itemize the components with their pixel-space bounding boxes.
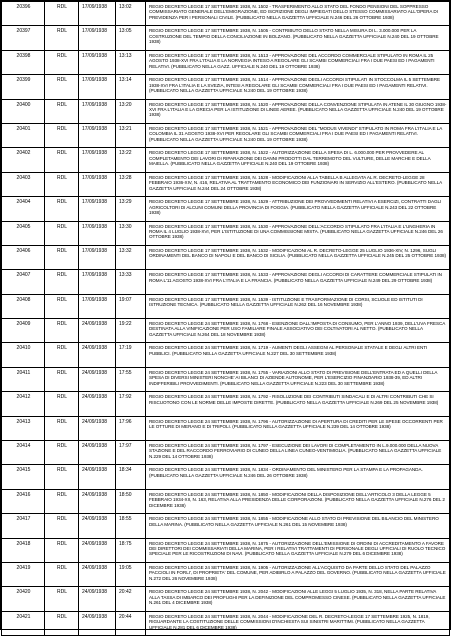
act-description: REGIO DECRETO LEGGE 24 SETTEMBRE 1938, N. 2044 - MODIFICAZIONE DEL R. DECRETO-LEGGE 17 SETTEMBRE 1925, N. 1819, RIGUARDANTE LA COSTITUZIONE DELLE COMMISSIONI D'INCHIESTA SUI SINISTRI MARITTIMI. (PUBBLICATO NELLA GAZZETTA UFFICIALE N.281 DEL 6 DICEMBRE 1938) <box>146 611 450 635</box>
act-date: 24/09/1938 <box>79 416 116 440</box>
act-description: REGIO DECRETO LEGGE 24 SETTEMBRE 1938, N. 1719 - AUMENTI DEGLI ASSEGNI AL PERSONALE STATALE E DEGLI ALTRI ENTI PUBBLICI. (PUBBLICATO NELLA GAZZETTA UFFICIALE N.227 DEL 30 SETTEMBRE 1938) <box>146 343 450 367</box>
act-description: REGIO DECRETO LEGGE 24 SETTEMBRE 1938, N. 1875 - AUTORIZZAZIONE DELL'EMISSIONE DI ORDINI DI ACCREDITAMENTO A FAVORE DEI DIRETTORI DEI COMMISSARIATI DELLA MARINA, PER I RELATIVI TRATTAMENTI DI PERSONALE DEGLI UFFICIALI DI RUOLO TECNICO SPECIALE PER LE RICOSTRUZIONI DI NAVI. (PUBBLICATO NELLA GAZZETTA UFFICIALE N.279 DEL 6 DICEMBRE 1938) <box>146 538 450 562</box>
decree-table <box>1 1 450 636</box>
act-date: 24/09/1938 <box>79 587 116 611</box>
act-description: REGIO DECRETO LEGGE 24 SETTEMBRE 1938, N. 1855 - MODIFICAZIONE ALLO STATO DI PREVISIONE DEL BILANCIO DEL MINISTERO DELLA MARINA. (PUBBLICATO NELLA GAZZETTA UFFICIALE N.261 DEL 15 NOVEMBRE 1938) <box>146 514 450 538</box>
act-code: 19:05 <box>116 562 146 586</box>
act-description: REGIO DECRETO LEGGE 24 SETTEMBRE 1938, N. 2042 - MODIFICAZIONI ALLE LEGGI 5 LUGLIO 1935, N. 318, NELLA PARTE RELATIVA ALLA TASSA DI IMBARCO DEI PROFUGHI PER LA DEFINIZIONE DEL COMPROMESSO CINESE. (PUBBLICATO NELLA GAZZETTA UFFICIALE N.261 DEL 4 DICEMBRE 1938) <box>146 587 450 611</box>
table-row <box>2 123 450 147</box>
act-type: RDL <box>45 221 79 245</box>
act-date: 24/09/1938 <box>79 538 116 562</box>
row-number: 20403 <box>2 172 45 196</box>
table-row <box>2 197 450 221</box>
act-date: 17/09/1938 <box>79 123 116 147</box>
act-description: REGIO DECRETO LEGGE 17 SETTEMBRE 1938, N. 1529 - ATTRIBUZIONE DEI PROVVEDIMENTI RELATIVI A ESERCIZI, CONTRATTI DAGLI AGRICOLTORI DI ALCUNI COMUNI DELLA PROVINCIA DI FOGGIA. (PUBBLICATO NELLA GAZZETTA UFFICIALE N.243 DEL 22 OTTOBRE 1938) <box>146 197 450 221</box>
act-date: 24/09/1938 <box>79 392 116 416</box>
act-type: RDL <box>45 562 79 586</box>
act-date: 17/09/1938 <box>79 50 116 74</box>
act-type: RDL <box>45 99 79 123</box>
row-number: 20402 <box>2 148 45 172</box>
table-row <box>2 514 450 538</box>
act-type: RDL <box>45 148 79 172</box>
act-description: REGIO DECRETO LEGGE 24 SETTEMBRE 1938, N. 1850 - MODIFICAZIONI DELLA DISPOSIZIONE DELL'ARTICOLO 3 DELLA LEGGE 5 FEBBRAIO 1934-XII, N. 163, RELATIVA ALLA PRESIDENZA DELLE CORPORAZIONI. (PUBBLICATO NELLA GAZZETTA UFFICIALE N.276 DEL 2 DICEMBRE 1938) <box>146 489 450 513</box>
act-type: RDL <box>45 294 79 318</box>
act-date: 17/09/1938 <box>79 75 116 99</box>
act-description: REGIO DECRETO LEGGE 17 SETTEMBRE 1938, N. 1530 - APPROVAZIONE DELL'ACCORDO STIPULATO FRA L'ITALIA E L'UNGHERIA IN ROMA IL 4 LUGLIO 1938-XVI, PER L'ISTITUZIONE DI UNA COMMISSIONE MISTA. (PUBBLICATO NELLA GAZZETTA UFFICIALE N.246 DEL 26 OTTOBRE 1938) <box>146 221 450 245</box>
act-type: RDL <box>45 441 79 465</box>
act-date: 24/09/1938 <box>79 611 116 635</box>
table-row <box>2 172 450 196</box>
act-description: REGIO DECRETO LEGGE 17 SETTEMBRE 1938, N. 1505 - CONTRIBUTO DELLO STATO NELLA MISURA DI L. 3.000.000 PER LA COSTRUZIONE DEL TEMPIO DELLA CONCILIAZIONE IN BOLZANO. (PUBBLICATO NELLA GAZZETTA UFFICIALE N.240 DEL 19 OTTOBRE 1938) <box>146 26 450 50</box>
act-code: 13:30 <box>116 221 146 245</box>
act-type: RDL <box>45 538 79 562</box>
table-row <box>2 221 450 245</box>
table-row <box>2 319 450 343</box>
act-type: RDL <box>45 245 79 269</box>
act-date: 17/09/1938 <box>79 294 116 318</box>
act-type: RDL <box>45 50 79 74</box>
row-number: 20400 <box>2 99 45 123</box>
act-date: 24/09/1938 <box>79 562 116 586</box>
act-code: 19:07 <box>116 294 146 318</box>
act-description: REGIO DECRETO LEGGE 17 SETTEMBRE 1938, N. 1514 - APPROVAZIONE DEGLI ACCORDI STIPULATI IN STOCCOLMA IL 5 SETTEMBRE 1938-XVI FRA L'ITALIA E LA SVEZIA, INTESI A REGOLARE GLI SCAMBI COMMERCIALI FRA I DUE PAESI ED I PAGAMENTI RELATIVI. (PUBBLICATO NELLA GAZZETTA UFFICIALE N.240 DEL 19 OTTOBRE 1938) <box>146 75 450 99</box>
act-code: 13:20 <box>116 99 146 123</box>
act-code: 17:96 <box>116 416 146 440</box>
act-code: 18:55 <box>116 514 146 538</box>
row-number: 20418 <box>2 538 45 562</box>
act-code: 13:33 <box>116 270 146 294</box>
act-type: RDL <box>45 26 79 50</box>
row-number: 20412 <box>2 392 45 416</box>
act-date: 17/09/1938 <box>79 197 116 221</box>
table-row <box>2 294 450 318</box>
table-row <box>2 441 450 465</box>
act-date: 17/09/1938 <box>79 99 116 123</box>
row-number: 20404 <box>2 197 45 221</box>
act-date: 17/09/1938 <box>79 221 116 245</box>
act-type: RDL <box>45 343 79 367</box>
row-number: 20407 <box>2 270 45 294</box>
row-number: 20408 <box>2 294 45 318</box>
act-type: RDL <box>45 2 79 26</box>
table-row <box>2 50 450 74</box>
row-number: 20420 <box>2 587 45 611</box>
table-row <box>2 148 450 172</box>
act-type: RDL <box>45 123 79 147</box>
act-code: 13:29 <box>116 197 146 221</box>
row-number: 20399 <box>2 75 45 99</box>
table-row <box>2 392 450 416</box>
act-code: 13:02 <box>116 2 146 26</box>
row-number: 20414 <box>2 441 45 465</box>
act-type: RDL <box>45 197 79 221</box>
act-date: 24/09/1938 <box>79 343 116 367</box>
act-description: REGIO DECRETO LEGGE 17 SETTEMBRE 1938, N. 1539 - ISTITUZIONE E TRASFORMAZIONE DI CORSI, SCUOLE ED ISTITUTI DI ISTRUZIONE TECNICA. (PUBBLICATO NELLA GAZZETTA UFFICIALE N.262 DEL 16 NOVEMBRE 1938) <box>146 294 450 318</box>
act-type: RDL <box>45 465 79 489</box>
act-code: 18:34 <box>116 465 146 489</box>
act-date: 24/09/1938 <box>79 489 116 513</box>
row-number: 20416 <box>2 489 45 513</box>
table-row <box>2 270 450 294</box>
act-code: 19:22 <box>116 319 146 343</box>
act-type: RDL <box>45 392 79 416</box>
act-type: RDL <box>45 270 79 294</box>
decree-table-body <box>2 2 450 636</box>
table-row <box>2 562 450 586</box>
row-number: 20397 <box>2 26 45 50</box>
act-description: REGIO DECRETO LEGGE 24 SETTEMBRE 1938, N. 1797 - ESECUZIONE DEI LAVORI DI COMPLETAMENTO IN L.9.000.000 DELLA NUOVA STAZIONE E DEL RACCORDO FERROVIARIO DI CUNEO DELLA LINEA CUNEO-VENTIMIGLIA. (PUBBLICATO NELLA GAZZETTA UFFICIALE N.229 DEL 14 OTTOBRE 1938) <box>146 441 450 465</box>
act-date: 17/09/1938 <box>79 148 116 172</box>
act-description: REGIO DECRETO LEGGE 24 SETTEMBRE 1938, N. 1834 - ORDINAMENTO DEL MINISTERO PER LA STAMPA E LA PROPAGANDA. (PUBBLICATO NELLA GAZZETTA UFFICIALE N.246 DEL 26 OTTOBRE 1938) <box>146 465 450 489</box>
act-code: 20:44 <box>116 611 146 635</box>
act-date: 24/09/1938 <box>79 465 116 489</box>
act-date: 24/09/1938 <box>79 367 116 391</box>
table-row <box>2 416 450 440</box>
act-type: RDL <box>45 611 79 635</box>
act-description: REGIO DECRETO LEGGE 17 SETTEMBRE 1938, N. 1532 - MODIFICAZIONI AL R. DECRETO-LEGGE 25 LUGLIO 1936-XIV, N. 1296, SUGLI ORDINAMENTI DEL BANCO DI NAPOLI E DEL BANCO DI SICILIA. (PUBBLICATO NELLA GAZZETTA UFFICIALE N.245 DEL 25 OTTOBRE 1938) <box>146 245 450 269</box>
act-description: REGIO DECRETO LEGGE 17 SETTEMBRE 1938, N. 1522 - AUTORIZZAZIONE DELLA SPESA DI L. 6.000.000 PER PROVVEDERE AL COMPLETAMENTO DEI LAVORI DI RIPARAZIONE DEI DANNI PRODOTTI DAL TERREMOTO DEL VULTURE, DELLE MARCHE E DELLA MAIELLA. (PUBBLICATO NELLA GAZZETTA UFFICIALE N.240 DEL 19 OTTOBRE 1938) <box>146 148 450 172</box>
act-type: RDL <box>45 489 79 513</box>
row-number: 20396 <box>2 2 45 26</box>
act-code: 17:55 <box>116 367 146 391</box>
act-code: 17:92 <box>116 392 146 416</box>
table-row <box>2 75 450 99</box>
act-code: 13:32 <box>116 245 146 269</box>
row-number: 20419 <box>2 562 45 586</box>
row-number: 20401 <box>2 123 45 147</box>
table-row <box>2 245 450 269</box>
act-description: REGIO DECRETO LEGGE 17 SETTEMBRE 1938, N. 1521 - APPROVAZIONE DEL "MODUS VIVENDI" STIPULATO IN ROMA FRA L'ITALIA E LA COLOMBIA IL 31 AGOSTO 1938-XVI PER REGOLARE GLI SCAMBI COMMERCIALI FRA I DUE PAESI ED I PAGAMENTI RELATIVI. (PUBBLICATO NELLA GAZZETTA UFFICIALE N.240 DEL 19 OTTOBRE 1938) <box>146 123 450 147</box>
act-date: 24/09/1938 <box>79 514 116 538</box>
act-description: REGIO DECRETO LEGGE 17 SETTEMBRE 1938, N. 1528 - MODIFICAZIONI ALLA TABELLA B ALLEGATA AL R. DECRETO-LEGGE 28 FEBBRAIO 1936-XIV, N. 416, RELATIVA AL TRATTAMENTO ECONOMICO DEI FUNZIONARI IN SERVIZIO ALL'ESTERO. (PUBBLICATO NELLA GAZZETTA UFFICIALE N.244 DEL 24 OTTOBRE 1938) <box>146 172 450 196</box>
act-date: 17/09/1938 <box>79 270 116 294</box>
row-number: 20410 <box>2 343 45 367</box>
table-row <box>2 587 450 611</box>
act-type: RDL <box>45 587 79 611</box>
act-code: 17:19 <box>116 343 146 367</box>
act-date: 17/09/1938 <box>79 245 116 269</box>
act-code: 20:42 <box>116 587 146 611</box>
row-number: 20415 <box>2 465 45 489</box>
act-code: 17:97 <box>116 441 146 465</box>
act-code: 13:14 <box>116 75 146 99</box>
table-row <box>2 465 450 489</box>
row-number: 20421 <box>2 611 45 635</box>
act-code: 13:05 <box>116 26 146 50</box>
table-row <box>2 2 450 26</box>
act-description: REGIO DECRETO LEGGE 24 SETTEMBRE 1938, N. 1792 - RISOLUZIONE DEI CONTRIBUTI SINDACALI E DI ALTRI CONTRIBUTI CHE SI RISCUOTONO CON LE NORME DELLE IMPOSTE DIRETTE. (PUBBLICATO NELLA GAZZETTA UFFICIALE N.269 DEL 25 NOVEMBRE 1938) <box>146 392 450 416</box>
act-type: RDL <box>45 172 79 196</box>
act-code: 13:28 <box>116 172 146 196</box>
act-type: RDL <box>45 319 79 343</box>
table-row <box>2 343 450 367</box>
act-description: REGIO DECRETO LEGGE 24 SETTEMBRE 1938, N. 1755 - VARIAZIONI ALLO STATO DI PREVISIONE DELL'ENTRATA ED A QUELLI DELLA SPESA DI DIVERSI MINISTERI NONCHE' AI BILANCI DI AZIENDE AUTONOME, PER L'ESERCIZIO FINANZIARIO 1938-39, ED ALTRI INDIFFERIBILI PROVVEDIMENTI. (PUBBLICATO NELLA GAZZETTA UFFICIALE N.223 DEL 30 SETTEMBRE 1938) <box>146 367 450 391</box>
row-number: 20413 <box>2 416 45 440</box>
act-code: 13:13 <box>116 50 146 74</box>
act-description: REGIO DECRETO LEGGE 24 SETTEMBRE 1938, N. 1796 - AUTORIZZAZIONE DI APERTURA DI CREDITI PER LE SPESE OCCORRENTI PER LE OTTURE DI MERANO E DI TRIPOLI. (PUBBLICATO NELLA GAZZETTA UFFICIALE N.239 DEL 14 OTTOBRE 1938) <box>146 416 450 440</box>
act-description: REGIO DECRETO LEGGE 24 SETTEMBRE 1938, N. 1768 - ESENZIONE DALL'IMPOSTA DI CONSUMO, PER L'ANNO 1939, DELL'UVA FRESCA DESTINATA ALLA VINIFICAZIONE PER USO FAMILIARE FINALE ASSOCIATIVO DEI COLTIVATORI AL NETTO. (PUBBLICATO NELLA GAZZETTA UFFICIALE N.264 DEL 18 NOVEMBRE 1938) <box>146 319 450 343</box>
table-row <box>2 489 450 513</box>
act-type: RDL <box>45 75 79 99</box>
table-row <box>2 611 450 635</box>
act-date: 24/09/1938 <box>79 319 116 343</box>
act-description: REGIO DECRETO LEGGE 17 SETTEMBRE 1938, N. 1533 - APPROVAZIONE DEGLI ACCORDI DI CARATTERE COMMERCIALE STIPULATI IN ROMA L'11 AGOSTO 1938-XVI FRA L'ITALIA E LA FRANCIA. (PUBBLICATO NELLA GAZZETTA UFFICIALE N.249 DEL 29 OTTOBRE 1938) <box>146 270 450 294</box>
row-number: 20409 <box>2 319 45 343</box>
act-code: 13:21 <box>116 123 146 147</box>
act-date: 17/09/1938 <box>79 26 116 50</box>
row-number: 20406 <box>2 245 45 269</box>
act-date: 17/09/1938 <box>79 2 116 26</box>
act-code: 18:75 <box>116 538 146 562</box>
act-description: REGIO DECRETO LEGGE 24 SETTEMBRE 1938, N. 1905 - AUTORIZZAZIONE ALL'ACQUISTO DA PARTE DELLO STATO DEL PALAZZO PACCIOLI IN FORLI', DI PROPRIETA' DEL COMUNE, PER ADIBIRLO A PALAZZO DEL GOVERNO. (PUBBLICATO NELLA GAZZETTA UFFICIALE N.272 DEL 26 NOVEMBRE 1938) <box>146 562 450 586</box>
act-date: 24/09/1938 <box>79 441 116 465</box>
table-row <box>2 367 450 391</box>
row-number: 20417 <box>2 514 45 538</box>
row-number: 20411 <box>2 367 45 391</box>
act-description: REGIO DECRETO LEGGE 17 SETTEMBRE 1938, N. 1513 - APPROVAZIONE DEL ACCORDO COMMERCIALE STIPULATO IN ROMA IL 25 AGOSTO 1938-XVI FRA L'ITALIA E LA NORVEGIA INTESO A REGOLARE GLI SCAMBI COMMERCIALI FRA I DUE PAESI ED I PAGAMENTI RELATIVI. (PUBBLICATO NELLA GAZZ. UFFICIALE N.240 DEL 19 OTTOBRE 1938) <box>146 50 450 74</box>
act-code: 13:22 <box>116 148 146 172</box>
act-description: REGIO DECRETO LEGGE 17 SETTEMBRE 1938, N. 1520 - APPROVAZIONE DELLA CONVENZIONE STIPULATA IN ATENE IL 30 GIUGNO 1938-XVI FRA L'ITALIA E LA GRECIA PER LA ISTITUZIONE DI LINEE AEREE. (PUBBLICATO NELLA GAZZETTA UFFICIALE N.240 DEL 19 OTTOBRE 1938) <box>146 99 450 123</box>
table-row <box>2 538 450 562</box>
act-type: RDL <box>45 367 79 391</box>
act-type: RDL <box>45 514 79 538</box>
table-row <box>2 26 450 50</box>
row-number: 20398 <box>2 50 45 74</box>
act-type: RDL <box>45 416 79 440</box>
table-row <box>2 99 450 123</box>
act-code: 18:50 <box>116 489 146 513</box>
act-date: 17/09/1938 <box>79 172 116 196</box>
act-description: REGIO DECRETO LEGGE 17 SETTEMBRE 1938, N. 1502 - TRASFERIMENTO ALLO STATO DEL FONDO PENSIONI DEL SOPPRESSO COMMISSARIATO GENERALE DELL'EMIGRAZIONE, ED ISCRIZIONE DEGLI IMPIEGATI DELLO STESSO COMMISSARIATO ALL'OPERA DI PREVIDENZA PER I PERSONALI CIVILE. (PUBBLICATO NELLA GAZZETTA UFFICIALE N.246 DEL 26 OTTOBRE 1938) <box>146 2 450 26</box>
row-number: 20405 <box>2 221 45 245</box>
